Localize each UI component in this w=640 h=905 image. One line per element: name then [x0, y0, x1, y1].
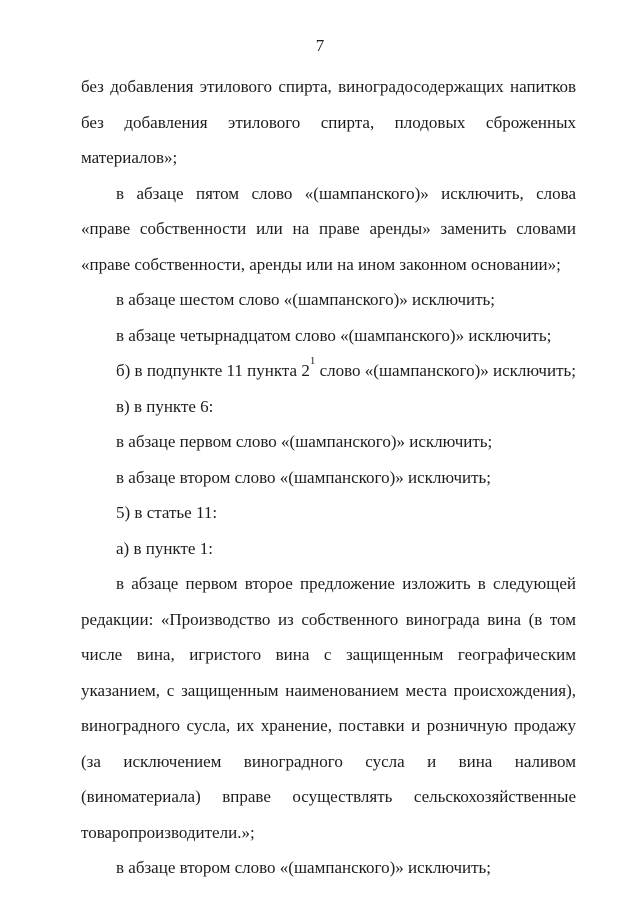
- paragraph-text: слово «(шампанского)» исключить;: [315, 361, 576, 380]
- page-number: 7: [315, 36, 325, 55]
- paragraph: в) в пункте 6:: [116, 396, 214, 416]
- superscript-index: 1: [309, 355, 316, 368]
- paragraph-text: б) в подпункте 11 пункта 2: [116, 361, 310, 380]
- paragraph: в абзаце втором слово «(шампанского)» исключить;: [116, 467, 491, 487]
- paragraph: в абзаце пятом слово «(шампанского)» исключить, слова «праве собственности или на праве аренды» заменить словами «праве собственности, аренды или на ином законном основании»;: [81, 183, 576, 274]
- paragraph: в абзаце первом второе предложение изложить в следующей редакции: «Производство из собственного винограда вина (в том числе вина, игристого вина с защищенным географическим указанием, с защищенным наименованием места происхождения), виноградного сусла, их хранение, поставки и розничную продажу (за исключением виноградного сусла и вина наливом (виноматериала) вправе осуществлять сельскохозяйственные товаропроизводители.»;: [81, 574, 576, 842]
- paragraph: без добавления этилового спирта, виноградосодержащих напитков без добавления этилового спирта, плодовых сброженных материалов»;: [81, 77, 576, 167]
- paragraph: а) в пункте 1:: [116, 538, 213, 558]
- paragraph: в абзаце втором слово «(шампанского)» исключить;: [116, 858, 491, 877]
- paragraph: в абзаце четырнадцатом слово «(шампанского)» исключить;: [116, 325, 552, 345]
- paragraph: 5) в статье 11:: [116, 503, 218, 522]
- paragraph: в абзаце первом слово «(шампанского)» исключить;: [116, 432, 493, 451]
- paragraph: в абзаце шестом слово «(шампанского)» исключить;: [116, 290, 495, 309]
- paragraph: [81, 353, 576, 389]
- document-content: [81, 69, 576, 886]
